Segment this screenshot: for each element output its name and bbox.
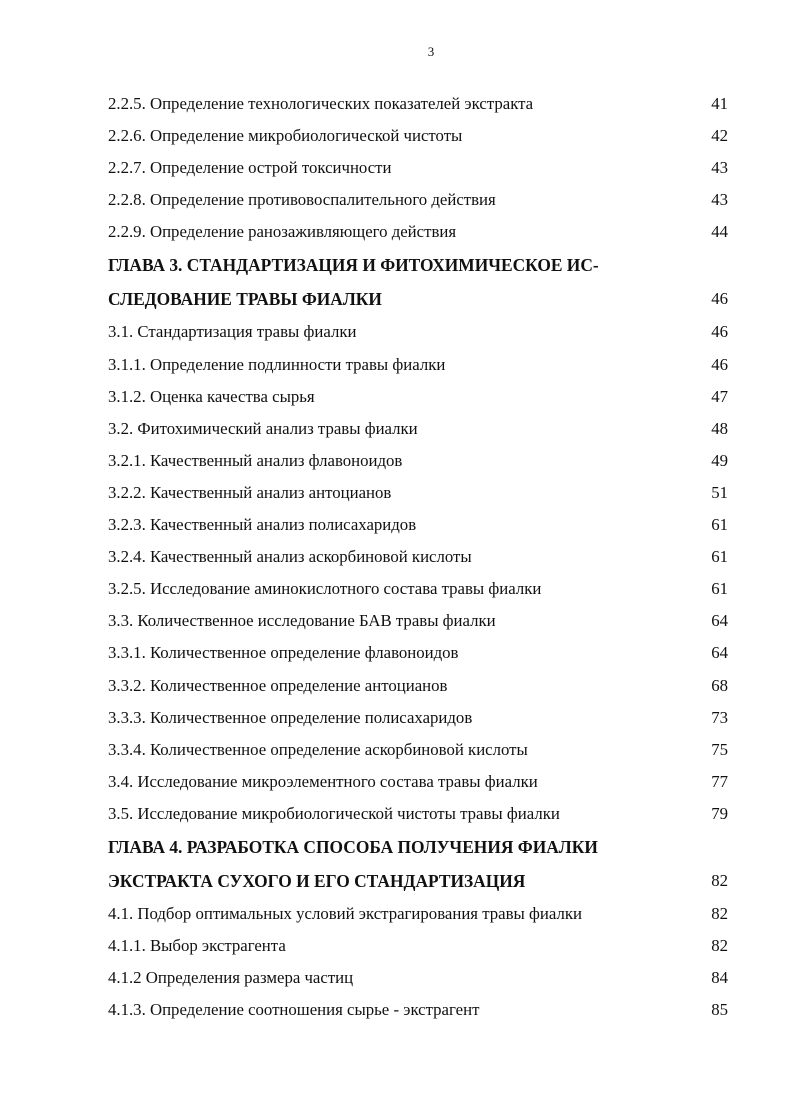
toc-chapter-heading [108, 830, 728, 898]
toc-entry-page: 79 [711, 803, 728, 823]
table-of-contents [108, 88, 728, 1026]
toc-entry-title: 3.1. Стандартизация травы фиалки [108, 322, 357, 342]
toc-entry [108, 898, 728, 930]
toc-entry-title: 4.1.2 Определения размера частиц [108, 968, 354, 988]
toc-entry-page: 51 [711, 482, 728, 502]
toc-entry-page: 49 [711, 450, 728, 470]
toc-entry-title: 4.1.1. Выбор экстрагента [108, 936, 286, 956]
toc-chapter-heading [108, 248, 728, 316]
toc-entry-title: 3.2.2. Качественный анализ антоцианов [108, 482, 392, 502]
toc-entry-title: 3.3. Количественное исследование БАВ травы фиалки [108, 611, 496, 631]
toc-entry-title: 3.2. Фитохимический анализ травы фиалки [108, 418, 418, 438]
toc-entry [108, 670, 728, 702]
page-number: 3 [427, 44, 435, 59]
toc-entry [108, 216, 728, 248]
toc-entry-page: 82 [711, 870, 728, 890]
toc-entry-page: 75 [711, 739, 728, 759]
toc-entry-page: 46 [711, 354, 728, 374]
toc-entry [108, 381, 728, 413]
toc-entry-page: 43 [711, 158, 728, 178]
toc-entry-page: 68 [711, 675, 728, 695]
toc-entry [108, 541, 728, 573]
toc-entry [108, 766, 728, 798]
toc-entry-page: 46 [711, 322, 728, 342]
toc-entry-page: 82 [711, 936, 728, 956]
toc-entry [108, 477, 728, 509]
toc-entry-title: 3.2.1. Качественный анализ флавоноидов [108, 450, 403, 470]
toc-entry-page: 64 [711, 611, 728, 631]
toc-entry [108, 152, 728, 184]
toc-entry-title: 3.3.1. Количественное определение флавоноидов [108, 643, 459, 663]
toc-entry-page: 42 [711, 126, 728, 146]
toc-entry [108, 962, 728, 994]
toc-entry [108, 349, 728, 381]
toc-entry [108, 930, 728, 962]
toc-entry-title: 3.4. Исследование микроэлементного состава травы фиалки [108, 771, 538, 791]
toc-entry-page: 61 [711, 515, 728, 535]
toc-entry-page: 46 [711, 289, 728, 309]
toc-entry-title: 2.2.6. Определение микробиологической чистоты [108, 126, 463, 146]
toc-chapter-title: ГЛАВА 3. СТАНДАРТИЗАЦИЯ И ФИТОХИМИЧЕСКОЕ ИС-СЛЕДОВАНИЕ ТРАВЫ ФИАЛКИ [108, 255, 599, 310]
toc-entry [108, 120, 728, 152]
toc-entry-title: 2.2.7. Определение острой токсичности [108, 158, 392, 178]
toc-entry-title: 3.3.3. Количественное определение полисахаридов [108, 707, 473, 727]
toc-entry-title: 3.2.5. Исследование аминокислотного состава травы фиалки [108, 579, 542, 599]
toc-entry [108, 413, 728, 445]
toc-entry-page: 44 [711, 222, 728, 242]
toc-entry [108, 88, 728, 120]
toc-entry-page: 85 [711, 1000, 728, 1020]
toc-entry-title: 3.1.1. Определение подлинности травы фиалки [108, 354, 446, 374]
toc-entry-page: 84 [711, 968, 728, 988]
toc-entry-title: 4.1. Подбор оптимальных условий экстрагирования травы фиалки [108, 903, 582, 923]
toc-entry-page: 41 [711, 94, 728, 113]
toc-entry [108, 184, 728, 216]
toc-entry-title: 3.2.3. Качественный анализ полисахаридов [108, 515, 417, 535]
toc-entry-page: 47 [711, 386, 728, 406]
toc-entry [108, 605, 728, 637]
toc-entry-title: 2.2.5. Определение технологических показателей экстракта [108, 94, 534, 113]
toc-entry-title: 3.3.2. Количественное определение антоцианов [108, 675, 448, 695]
toc-entry [108, 573, 728, 605]
toc-entry [108, 734, 728, 766]
toc-entry-title: 3.3.4. Количественное определение аскорбиновой кислоты [108, 739, 528, 759]
toc-chapter-title: ГЛАВА 4. РАЗРАБОТКА СПОСОБА ПОЛУЧЕНИЯ ФИАЛКИ ЭКСТРАКТА СУХОГО И ЕГО СТАНДАРТИЗАЦИЯ [108, 836, 598, 891]
toc-entry [108, 702, 728, 734]
toc-entry [108, 637, 728, 669]
toc-entry [108, 316, 728, 348]
toc-entry-page: 82 [711, 903, 728, 923]
toc-entry-page: 73 [711, 707, 728, 727]
toc-entry-page: 43 [711, 190, 728, 210]
toc-entry [108, 798, 728, 830]
toc-entry-page: 64 [711, 643, 728, 663]
toc-entry-page: 48 [711, 418, 728, 438]
toc-entry-title: 2.2.8. Определение противовоспалительного действия [108, 190, 496, 210]
toc-entry-title: 3.1.2. Оценка качества сырья [108, 386, 315, 406]
toc-entry-title: 4.1.3. Определение соотношения сырье - экстрагент [108, 1000, 480, 1020]
toc-entry-title: 3.5. Исследование микробиологической чистоты травы фиалки [108, 803, 560, 823]
toc-entry-page: 61 [711, 547, 728, 567]
toc-entry-page: 61 [711, 579, 728, 599]
toc-entry-page: 77 [711, 771, 728, 791]
toc-entry [108, 994, 728, 1026]
toc-entry [108, 445, 728, 477]
toc-entry [108, 509, 728, 541]
toc-entry-title: 2.2.9. Определение ранозаживляющего действия [108, 222, 457, 242]
toc-entry-title: 3.2.4. Качественный анализ аскорбиновой кислоты [108, 547, 472, 567]
